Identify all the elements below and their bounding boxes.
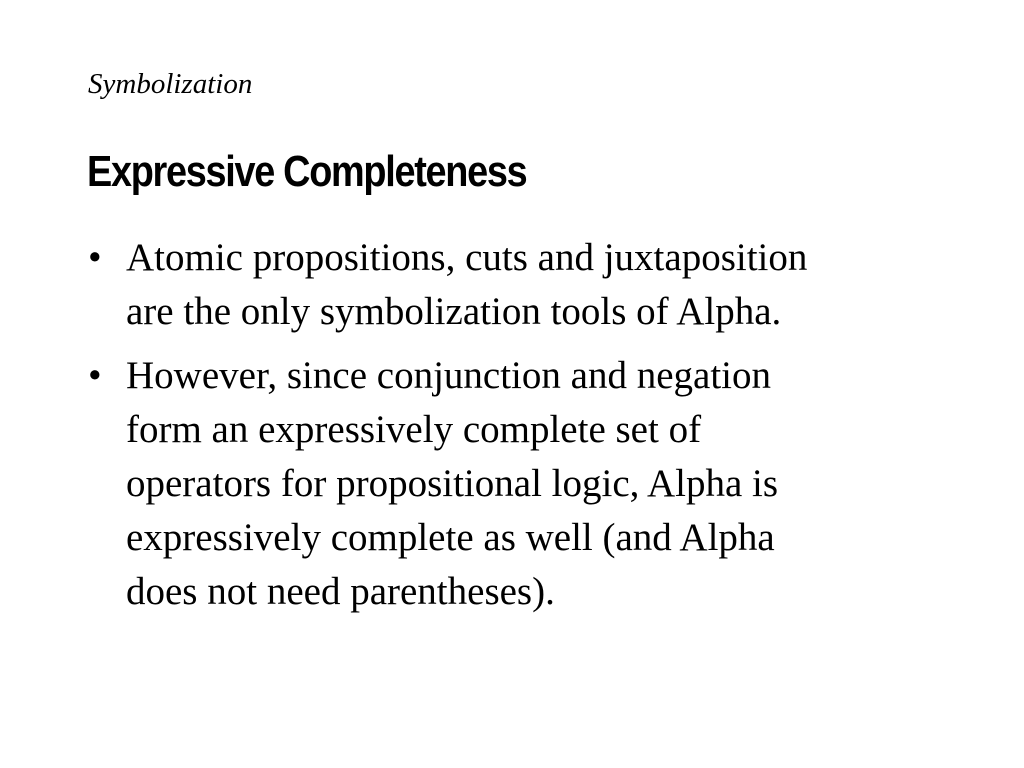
bullet-icon: • [88, 236, 102, 279]
bullet-icon: • [88, 354, 102, 397]
bullet-text-line: operators for propositional logic, Alpha is [126, 462, 779, 505]
bullet-text-line: are the only symbolization tools of Alpha. [126, 290, 782, 333]
bullet-text-line: expressively complete as well (and Alpha [126, 516, 775, 559]
bullet-item [88, 349, 988, 619]
slide-title: Expressive Completeness [87, 147, 527, 196]
bullet-text-line: Atomic propositions, cuts and juxtaposition [126, 236, 808, 279]
section-label: Symbolization [88, 68, 253, 100]
bullet-item [88, 231, 988, 339]
bullet-list [88, 231, 988, 629]
bullet-text-line: form an expressively complete set of [126, 408, 702, 451]
bullet-text-line: does not need parentheses). [126, 570, 555, 613]
bullet-text-line: However, since conjunction and negation [126, 354, 771, 397]
